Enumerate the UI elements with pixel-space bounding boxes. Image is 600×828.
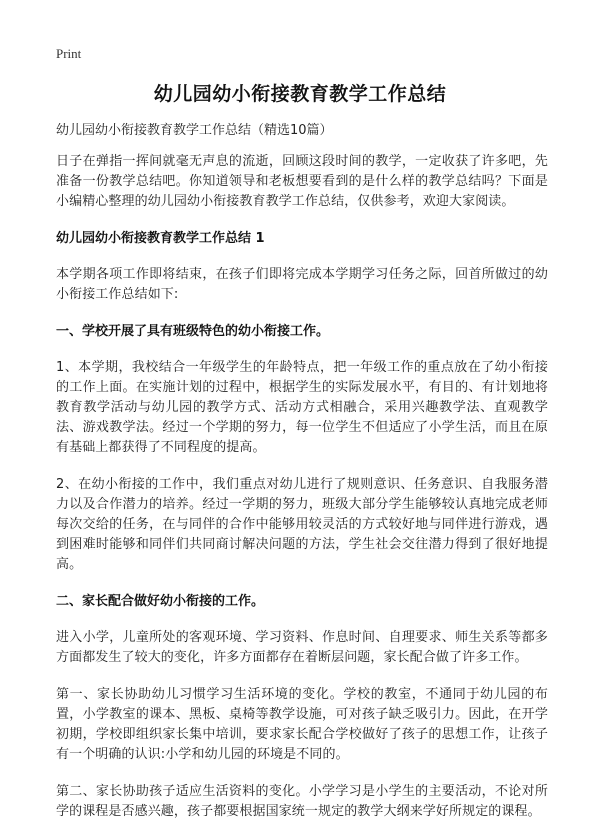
section-1-paragraph-2: 2、在幼小衔接的工作中，我们重点对幼儿进行了规则意识、任务意识、自我服务潜力以及合作潜力的培养。经过一学期的努力，班级大部分学生能够较认真地完成老师每次交给的任务，在与同伴的合作中能够用较灵活的方式较好地与同伴进行游戏，遇到困难时能够和同伴们共同商讨解决问题的方法，学生社会交往潜力得到了很好地提高。	[56, 477, 548, 572]
article-heading: 幼儿园幼小衔接教育教学工作总结 1	[56, 231, 265, 246]
article-intro-paragraph: 本学期各项工作即将结束，在孩子们即将完成本学期学习任务之际，回首所做过的幼小衔接工作总结如下:	[56, 267, 548, 302]
section-1-heading: 一、学校开展了具有班级特色的幼小衔接工作。	[56, 324, 330, 339]
section-2-heading: 二、家长配合做好幼小衔接的工作。	[56, 594, 265, 609]
section-1-paragraph-1: 1、本学期，我校结合一年级学生的年龄特点，把一年级工作的重点放在了幼小衔接的工作上面。在实施计划的过程中，根据学生的实际发展水平，有目的、有计划地将教育教学活动与幼儿园的教学方式、活动方式相融合，采用兴趣教学法、直观教学法、游戏教学法。经过一个学期的努力，每一位学生不但适应了小学生活，而且在原有基础上都获得了不同程度的提高。	[56, 360, 548, 455]
section-2-paragraph-2: 第一、家长协助幼儿习惯学习生活环境的变化。学校的教室，不通同于幼儿园的布置，小学教室的课本、黑板、桌椅等教学设施，可对孩子缺乏吸引力。因此，在开学初期，学校即组织家长集中培训，要求家长配合学校做好了孩子的思想工作，让孩子有一个明确的认识:小学和幼儿园的环境是不同的。	[56, 687, 548, 762]
section-2-paragraph-3: 第二、家长协助孩子适应生活资料的变化。小学学习是小学生的主要活动，不论对所学的课程是否感兴趣，孩子都要根据国家统一规定的教学大纲来学好所规定的课程。	[56, 784, 548, 819]
section-2-paragraph-1: 进入小学，儿童所处的客观环境、学习资料、作息时间、自理要求、师生关系等都多方面都发生了较大的变化，许多方面都存在着断层问题，家长配合做了许多工作。	[56, 630, 548, 665]
article-subtitle: 幼儿园幼小衔接教育教学工作总结（精选10篇）	[56, 123, 333, 138]
article-body	[56, 121, 548, 828]
page-title: 幼儿园幼小衔接教育教学工作总结	[153, 83, 447, 105]
intro-paragraph: 日子在弹指一挥间就毫无声息的流逝，回顾这段时间的教学，一定收获了许多吧，先准备一份教学总结吧。你知道领导和老板想要看到的是什么样的教学总结吗？下面是小编精心整理的幼儿园幼小衔接教育教学工作总结，仅供参考，欢迎大家阅读。	[56, 154, 548, 209]
print-link[interactable]: Print	[56, 46, 82, 61]
